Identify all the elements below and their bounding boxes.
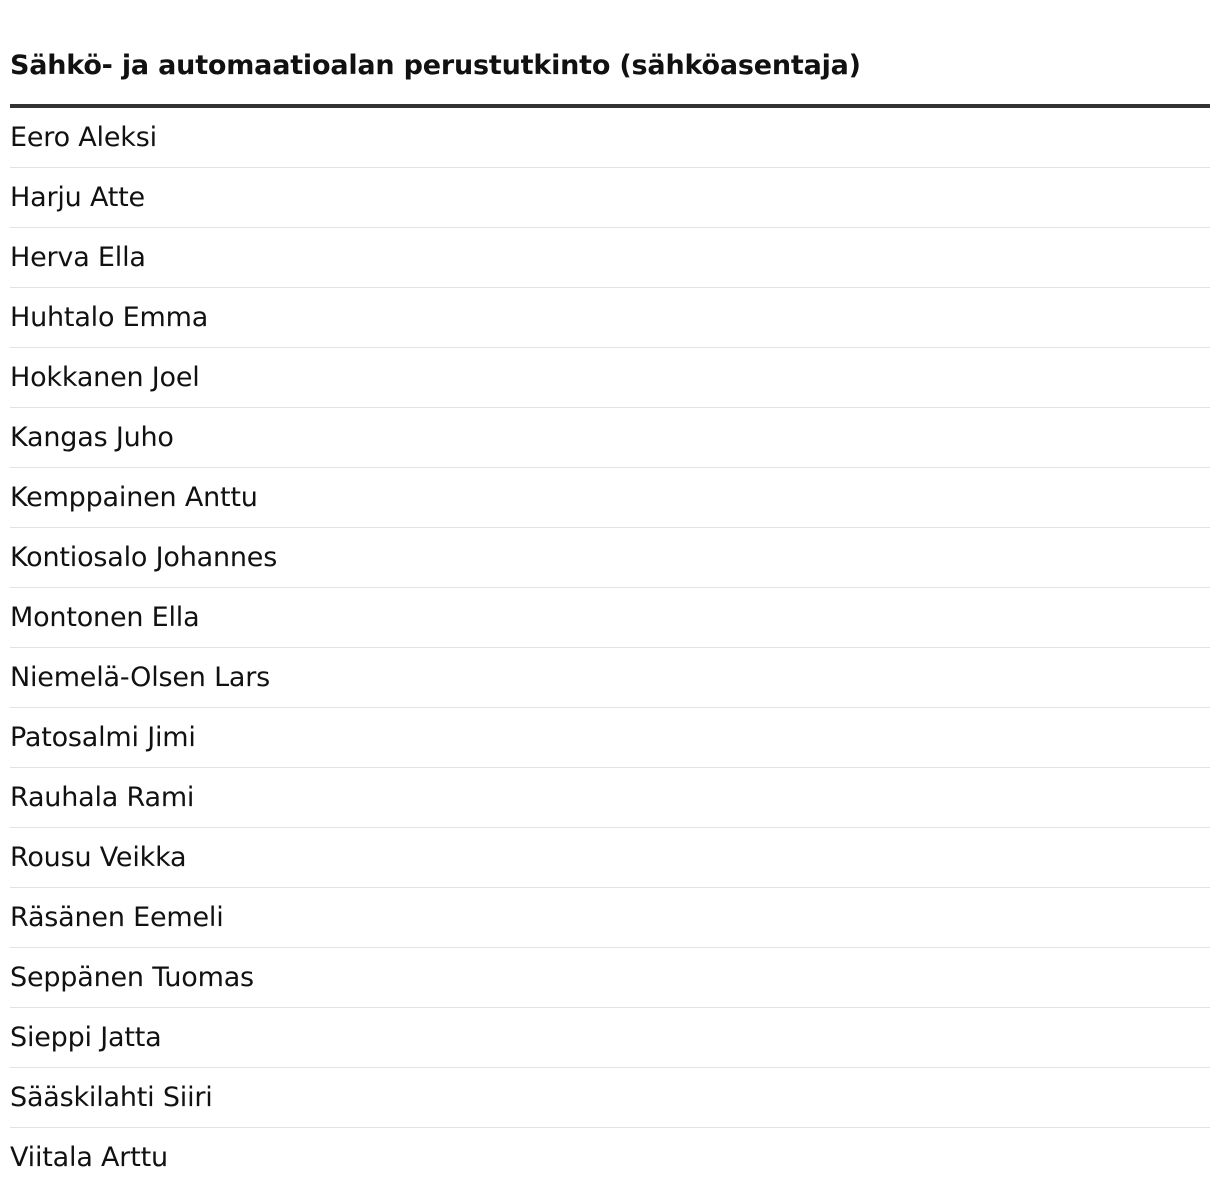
list-item: Sieppi Jatta — [10, 1008, 1210, 1068]
list-item: Hokkanen Joel — [10, 348, 1210, 408]
name-list — [10, 108, 1210, 1187]
section-heading: Sähkö- ja automaatioalan perustutkinto (sähköasentaja) — [10, 44, 1210, 108]
list-item: Kemppainen Anttu — [10, 468, 1210, 528]
list-item: Niemelä-Olsen Lars — [10, 648, 1210, 708]
list-item: Kontiosalo Johannes — [10, 528, 1210, 588]
list-item: Rauhala Rami — [10, 768, 1210, 828]
list-item: Patosalmi Jimi — [10, 708, 1210, 768]
list-item: Herva Ella — [10, 228, 1210, 288]
list-item: Harju Atte — [10, 168, 1210, 228]
list-item: Viitala Arttu — [10, 1142, 168, 1173]
list-item: Montonen Ella — [10, 588, 1210, 648]
list-item: Huhtalo Emma — [10, 288, 1210, 348]
list-item: Sääskilahti Siiri — [10, 1068, 1210, 1128]
list-item: Rousu Veikka — [10, 828, 1210, 888]
list-item: Seppänen Tuomas — [10, 948, 1210, 1008]
page-container — [10, 0, 1210, 1187]
list-item: Kangas Juho — [10, 408, 1210, 468]
list-item: Eero Aleksi — [10, 108, 1210, 168]
list-item: Räsänen Eemeli — [10, 888, 1210, 948]
